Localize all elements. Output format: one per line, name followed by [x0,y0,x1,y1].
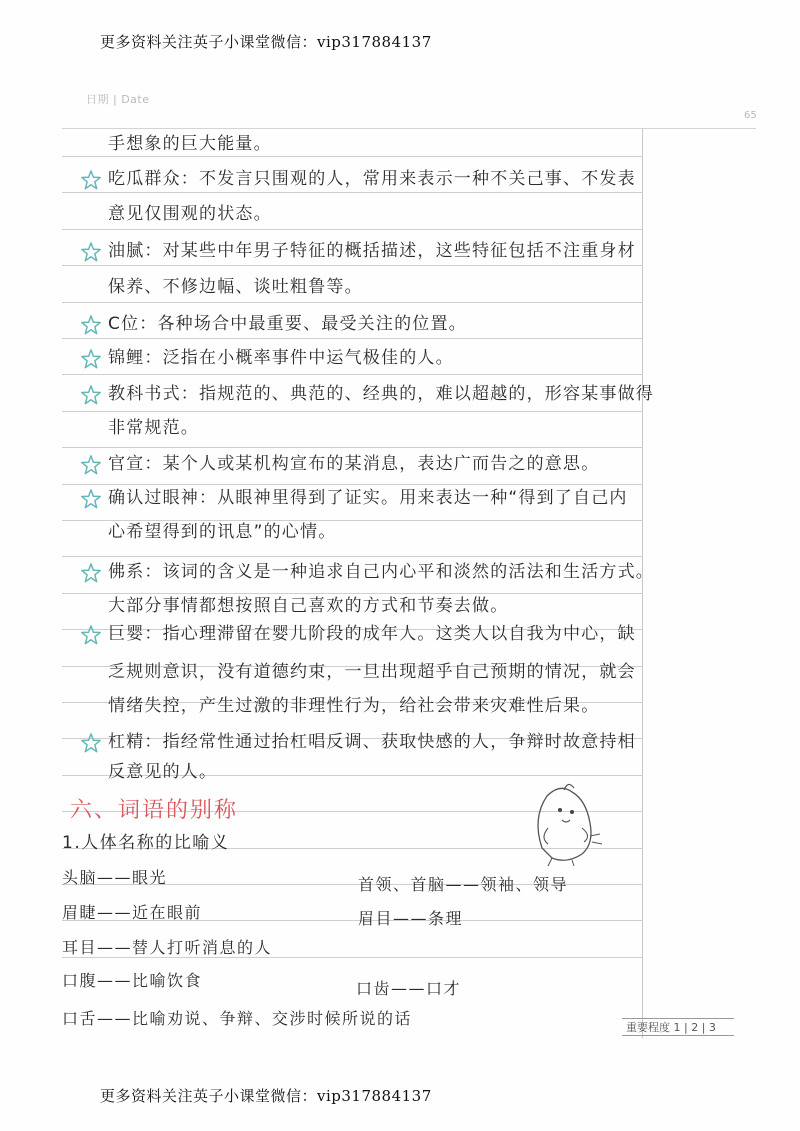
ruled-line [62,338,642,339]
entry-line: 意见仅围观的状态。 [108,204,272,224]
star-icon [80,562,102,584]
entry-line: 反意见的人。 [108,762,218,782]
term-item: 头脑——眼光 [62,868,168,887]
star-icon [80,169,102,191]
ruled-line [62,192,642,193]
star-icon [80,314,102,336]
entry-line: 乏规则意识，没有道德约束，一旦出现超乎自己预期的情况，就会 [108,662,636,682]
entry-line: 大部分事情都想按照自己喜欢的方式和节奏去做。 [108,596,509,616]
star-icon [80,488,102,510]
ruled-line [62,374,642,375]
importance-rating: 重要程度 1 | 2 | 3 [622,1018,734,1036]
star-icon [80,732,102,754]
star-icon [80,348,102,370]
header-rule [62,128,756,129]
entry-line: 官宣：某个人或某机构宣布的某消息，表达广而告之的意思。 [108,454,600,474]
entry-line: 油腻：对某些中年男子特征的概括描述，这些特征包括不注重身材 [108,241,636,261]
entry-line: 确认过眼神：从眼神里得到了证实。用来表达一种“得到了自己内 [108,488,628,508]
term-item: 口腹——比喻饮食 [62,971,203,990]
entry-line: 佛系：该词的含义是一种追求自己内心平和淡然的活法和生活方式。 [108,562,654,582]
section-subtitle: 1.人体名称的比喻义 [62,833,230,853]
ruled-line [62,447,642,448]
term-item: 耳目——替人打听消息的人 [62,938,273,957]
ruled-line [62,229,642,230]
star-icon [80,624,102,646]
term-item: 首领、首脑——领袖、领导 [358,875,569,894]
hamster-doodle [512,778,612,868]
entry-line: 吃瓜群众：不发言只围观的人，常用来表示一种不关己事、不发表 [108,169,636,189]
entry-line: 心希望得到的讯息”的心情。 [108,522,337,542]
entry-line: 非常规范。 [108,418,199,438]
page-number: 65 [744,110,757,121]
ruled-line [62,411,642,412]
star-icon [80,384,102,406]
term-item: 眉睫——近在眼前 [62,903,203,922]
star-icon [80,241,102,263]
ruled-line [62,484,642,485]
term-item: 口舌——比喻劝说、争辩、交涉时候所说的话 [62,1009,413,1028]
entry-line: 情绪失控，产生过激的非理性行为，给社会带来灾难性后果。 [108,696,600,716]
watermark-bottom: 更多资料关注英子小课堂微信：vip317884137 [100,1087,432,1105]
date-label: 日期 | Date [86,93,150,106]
entry-line: 手想象的巨大能量。 [108,134,272,154]
entry-line: 巨婴：指心理滞留在婴儿阶段的成年人。这类人以自我为中心，缺 [108,624,636,644]
section-title: 六、词语的别称 [70,798,239,823]
term-item: 口齿——口才 [356,979,462,998]
ruled-line [62,156,642,157]
ruled-line [62,302,642,303]
entry-line: 锦鲤：泛指在小概率事件中运气极佳的人。 [108,348,454,368]
margin-line [642,128,643,1038]
entry-line: 杠精：指经常性通过抬杠唱反调、获取快感的人，争辩时故意持相 [108,732,636,752]
watermark-top: 更多资料关注英子小课堂微信：vip317884137 [100,33,432,51]
ruled-line [62,265,642,266]
entry-line: C位：各种场合中最重要、最受关注的位置。 [108,314,467,334]
entry-line: 保养、不修边幅、谈吐粗鲁等。 [108,277,363,297]
ruled-line [62,556,642,557]
entry-line: 教科书式：指规范的、典范的、经典的，难以超越的，形容某事做得 [108,384,654,404]
term-item: 眉目——条理 [358,909,464,928]
star-icon [80,454,102,476]
ruled-line [62,593,642,594]
